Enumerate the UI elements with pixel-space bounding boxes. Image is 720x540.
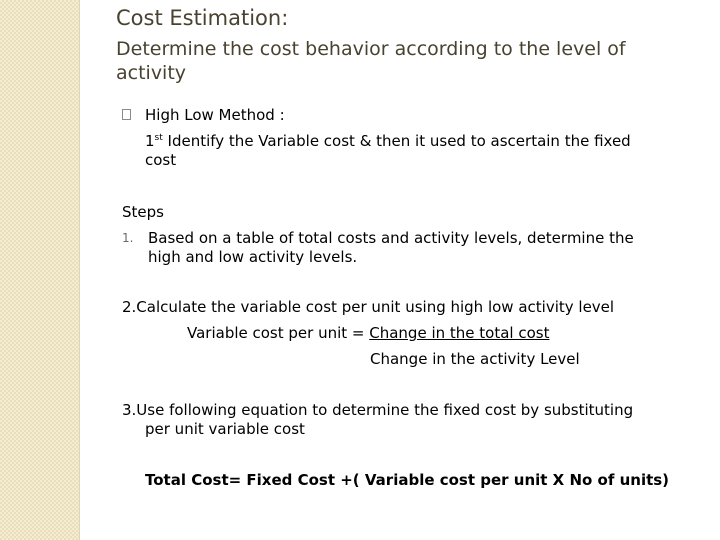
step1-line1: Based on a table of total costs and activity levels, determine the — [148, 229, 634, 247]
method-line-continued: cost — [145, 151, 177, 169]
formula-numerator: Change in the total cost — [369, 324, 550, 342]
method-line-rest: Identify the Variable cost & then it used to ascertain the fixed — [162, 132, 631, 150]
step1-line2: high and low activity levels. — [148, 248, 358, 266]
formula-label: Variable cost per unit = — [187, 324, 370, 342]
method-line-num: 1 — [145, 132, 155, 150]
method-line-sup: st — [154, 133, 163, 143]
decorative-side-strip — [0, 0, 79, 540]
total-cost-equation: Total Cost= Fixed Cost +( Variable cost per unit X No of units) — [145, 471, 670, 489]
steps-heading: Steps — [122, 203, 164, 221]
step1-number: 1. — [122, 231, 134, 245]
method-heading: High Low Method : — [145, 106, 285, 124]
method-line — [145, 131, 631, 151]
step3-line2: per unit variable cost — [145, 420, 305, 438]
slide-subtitle: Determine the cost behavior according to the level of activity — [116, 38, 626, 84]
formula-denominator: Change in the activity Level — [370, 350, 580, 368]
step3-line1: 3.Use following equation to determine the fixed cost by substituting — [122, 401, 634, 419]
side-divider — [79, 0, 80, 540]
step2-line: 2.Calculate the variable cost per unit using high low activity level — [122, 298, 615, 316]
formula-line — [187, 323, 549, 343]
slide-title: Cost Estimation: — [116, 6, 289, 30]
bullet-box-icon — [122, 109, 131, 120]
